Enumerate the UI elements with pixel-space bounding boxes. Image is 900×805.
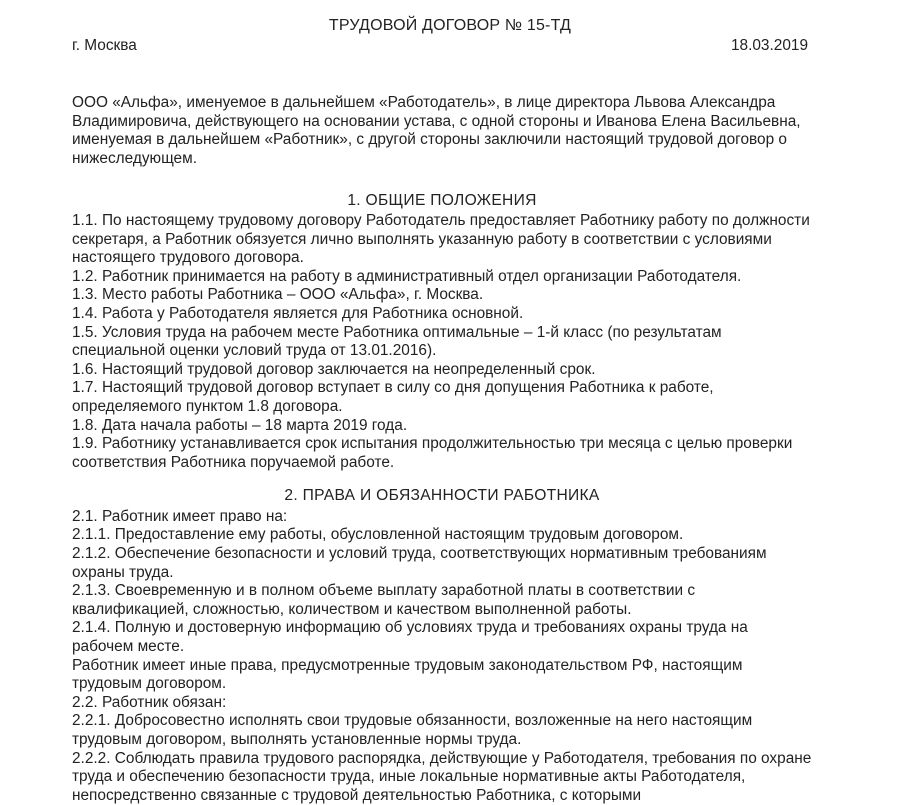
document-title: ТРУДОВОЙ ДОГОВОР № 15-ТД — [328, 17, 572, 34]
clause-2-1-1: 2.1.1. Предоставление ему работы, обусловленной настоящим трудовым договором. — [72, 526, 684, 544]
clause-other-rights: Работник имеет иные права, предусмотренные трудовым законодательством РФ, настоящим трудовым договором. — [72, 656, 743, 693]
clause-1-1: 1.1. По настоящему трудовому договору Работодатель предоставляет Работнику работу по должности секретаря, а Работник обязуется лично выполнять указанную работу в соответствии с условиями настоящего трудового договора. — [72, 211, 810, 267]
contract-body — [72, 94, 812, 805]
clause-2-1: 2.1. Работник имеет право на: — [72, 507, 288, 525]
clause-2-1-4: 2.1.4. Полную и достоверную информацию об условиях труда и требованиях охраны труда на рабочем месте. — [72, 619, 748, 656]
clause-1-3: 1.3. Место работы Работника – ООО «Альфа», г. Москва. — [72, 286, 484, 304]
intro-paragraph: ООО «Альфа», именуемое в дальнейшем «Работодатель», в лице директора Львова Александра Владимировича, действующего на основании устава, с одной стороны и Иванова Елена Васильевна, именуемая в дальнейшем «Работник», с другой стороны заключили настоящий трудовой договор о нижеследующем. — [72, 94, 801, 167]
clause-1-9: 1.9. Работнику устанавливается срок испытания продолжительностью три месяца с целью проверки соответствия Работника поручаемой работе. — [72, 435, 793, 471]
clause-2-2: 2.2. Работник обязан: — [72, 693, 227, 711]
clause-1-5: 1.5. Условия труда на рабочем месте Работника оптимальные – 1-й класс (по результатам специальной оценки условий труда от 13.01.2016). — [72, 323, 722, 360]
clause-1-7: 1.7. Настоящий трудовой договор вступает в силу со дня допущения Работника к работе, определяемого пунктом 1.8 договора. — [72, 379, 714, 415]
clause-1-6: 1.6. Настоящий трудовой договор заключается на неопределенный срок. — [72, 360, 596, 378]
clause-2-2-1: 2.2.1. Добросовестно исполнять свои трудовые обязанности, возложенные на него настоящим трудовым договором, выполнять установленные нормы труда. — [72, 712, 753, 748]
clause-2-1-3: 2.1.3. Своевременную и в полном объеме выплату заработной платы в соответствии с квалификацией, сложностью, количеством и качеством выполненной работы. — [72, 582, 696, 618]
contract-city: г. Москва — [72, 37, 137, 54]
clause-1-8: 1.8. Дата начала работы – 18 марта 2019 года. — [72, 416, 408, 434]
clause-2-1-2: 2.1.2. Обеспечение безопасности и условий труда, соответствующих нормативным требованиям охраны труда. — [72, 545, 767, 581]
clause-1-4: 1.4. Работа у Работодателя является для Работника основной. — [72, 304, 524, 322]
section-heading-rights: 2. ПРАВА И ОБЯЗАННОСТИ РАБОТНИКА — [284, 487, 600, 505]
section-heading-general: 1. ОБЩИЕ ПОЛОЖЕНИЯ — [347, 192, 537, 210]
clause-1-2: 1.2. Работник принимается на работу в административный отдел организации Работодателя. — [72, 267, 742, 285]
contract-date: 18.03.2019 — [730, 37, 808, 54]
clause-2-2-2: 2.2.2. Соблюдать правила трудового распорядка, действующие у Работодателя, требования по охране труда и обеспечению безопасности труда, иные локальные нормативные акты Работодателя, непосредственно связанные с трудовой деятельностью Работника, с которыми — [72, 749, 812, 804]
